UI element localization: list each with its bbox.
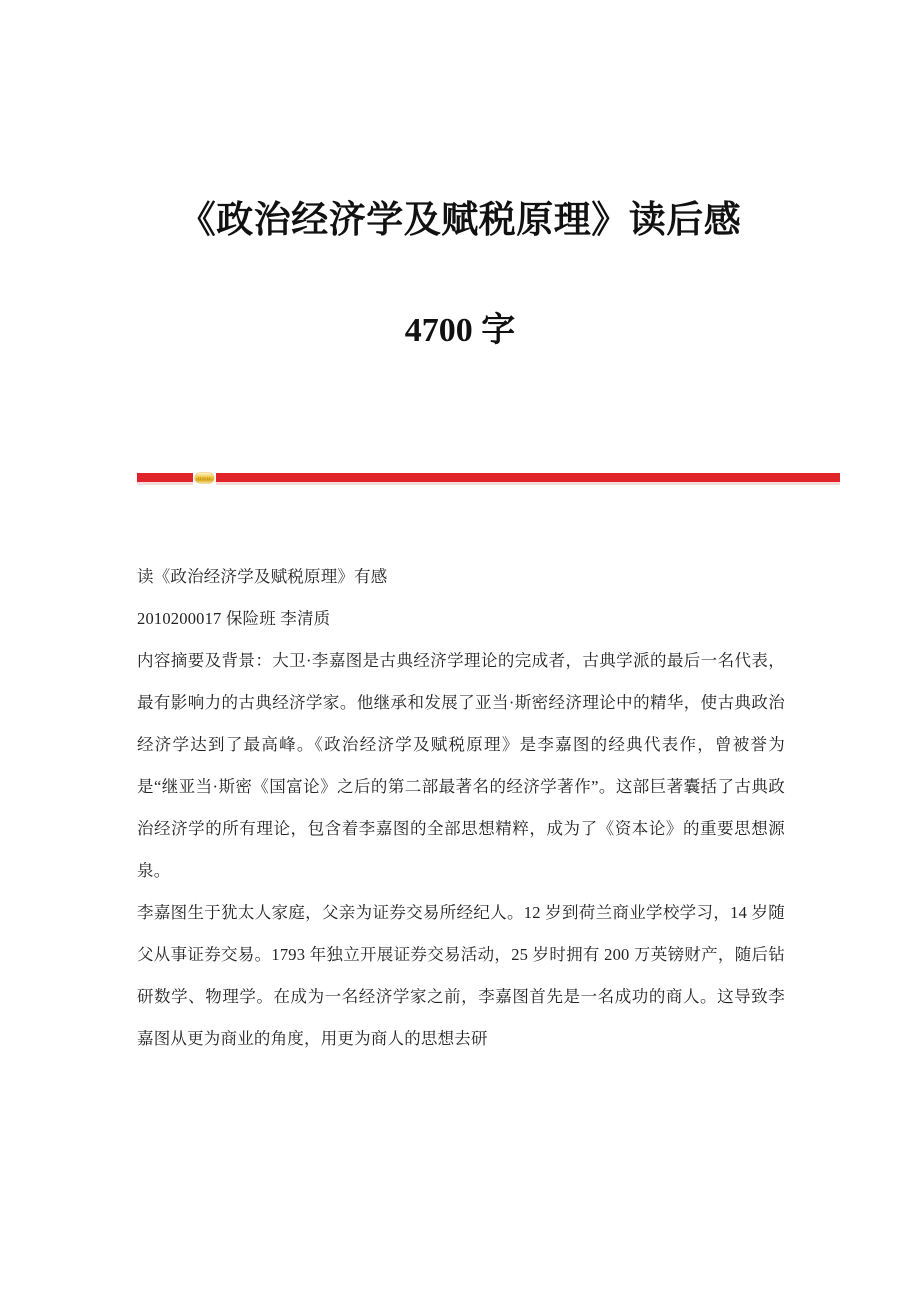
body-heading-line: 读《政治经济学及赋税原理》有感 [137, 567, 388, 586]
document-body [137, 556, 785, 1060]
divider-bar-left-segment [137, 473, 193, 482]
page-title: 《政治经济学及赋税原理》读后感 [178, 200, 742, 241]
ornamental-divider [137, 473, 840, 487]
title-block [0, 196, 920, 354]
divider-shadow-left-segment [137, 482, 193, 485]
gold-bead-ornament-icon [195, 473, 214, 483]
divider-bar-right-segment [216, 473, 840, 482]
body-paragraph-1: 内容摘要及背景：大卫·李嘉图是古典经济学理论的完成者，古典学派的最后一名代表，最有影响力的古典经济学家。他继承和发展了亚当·斯密经济理论中的精华，使古典政治经济学达到了最高峰。《政治经济学及赋税原理》是李嘉图的经典代表作，曾被誉为是“继亚当·斯密《国富论》之后的第二部最著名的经济学著作”。这部巨著囊括了古典政治经济学的所有理论，包含着李嘉图的全部思想精粹，成为了《资本论》的重要思想源泉。 [137, 651, 785, 880]
body-paragraph-2: 李嘉图生于犹太人家庭，父亲为证券交易所经纪人。12 岁到荷兰商业学校学习，14 岁随父从事证券交易。1793 年独立开展证券交易活动，25 岁时拥有 200 万英镑财产，随后钻研数学、物理学。在成为一名经济学家之前，李嘉图首先是一名成功的商人。这导致李嘉图从更为商业的角度，用更为商人的思想去研 [137, 903, 785, 1048]
divider-shadow-right-segment [216, 482, 840, 485]
page-subtitle-word-count: 4700 字 [404, 311, 516, 349]
body-author-line: 2010200017 保险班 李清质 [137, 609, 331, 628]
